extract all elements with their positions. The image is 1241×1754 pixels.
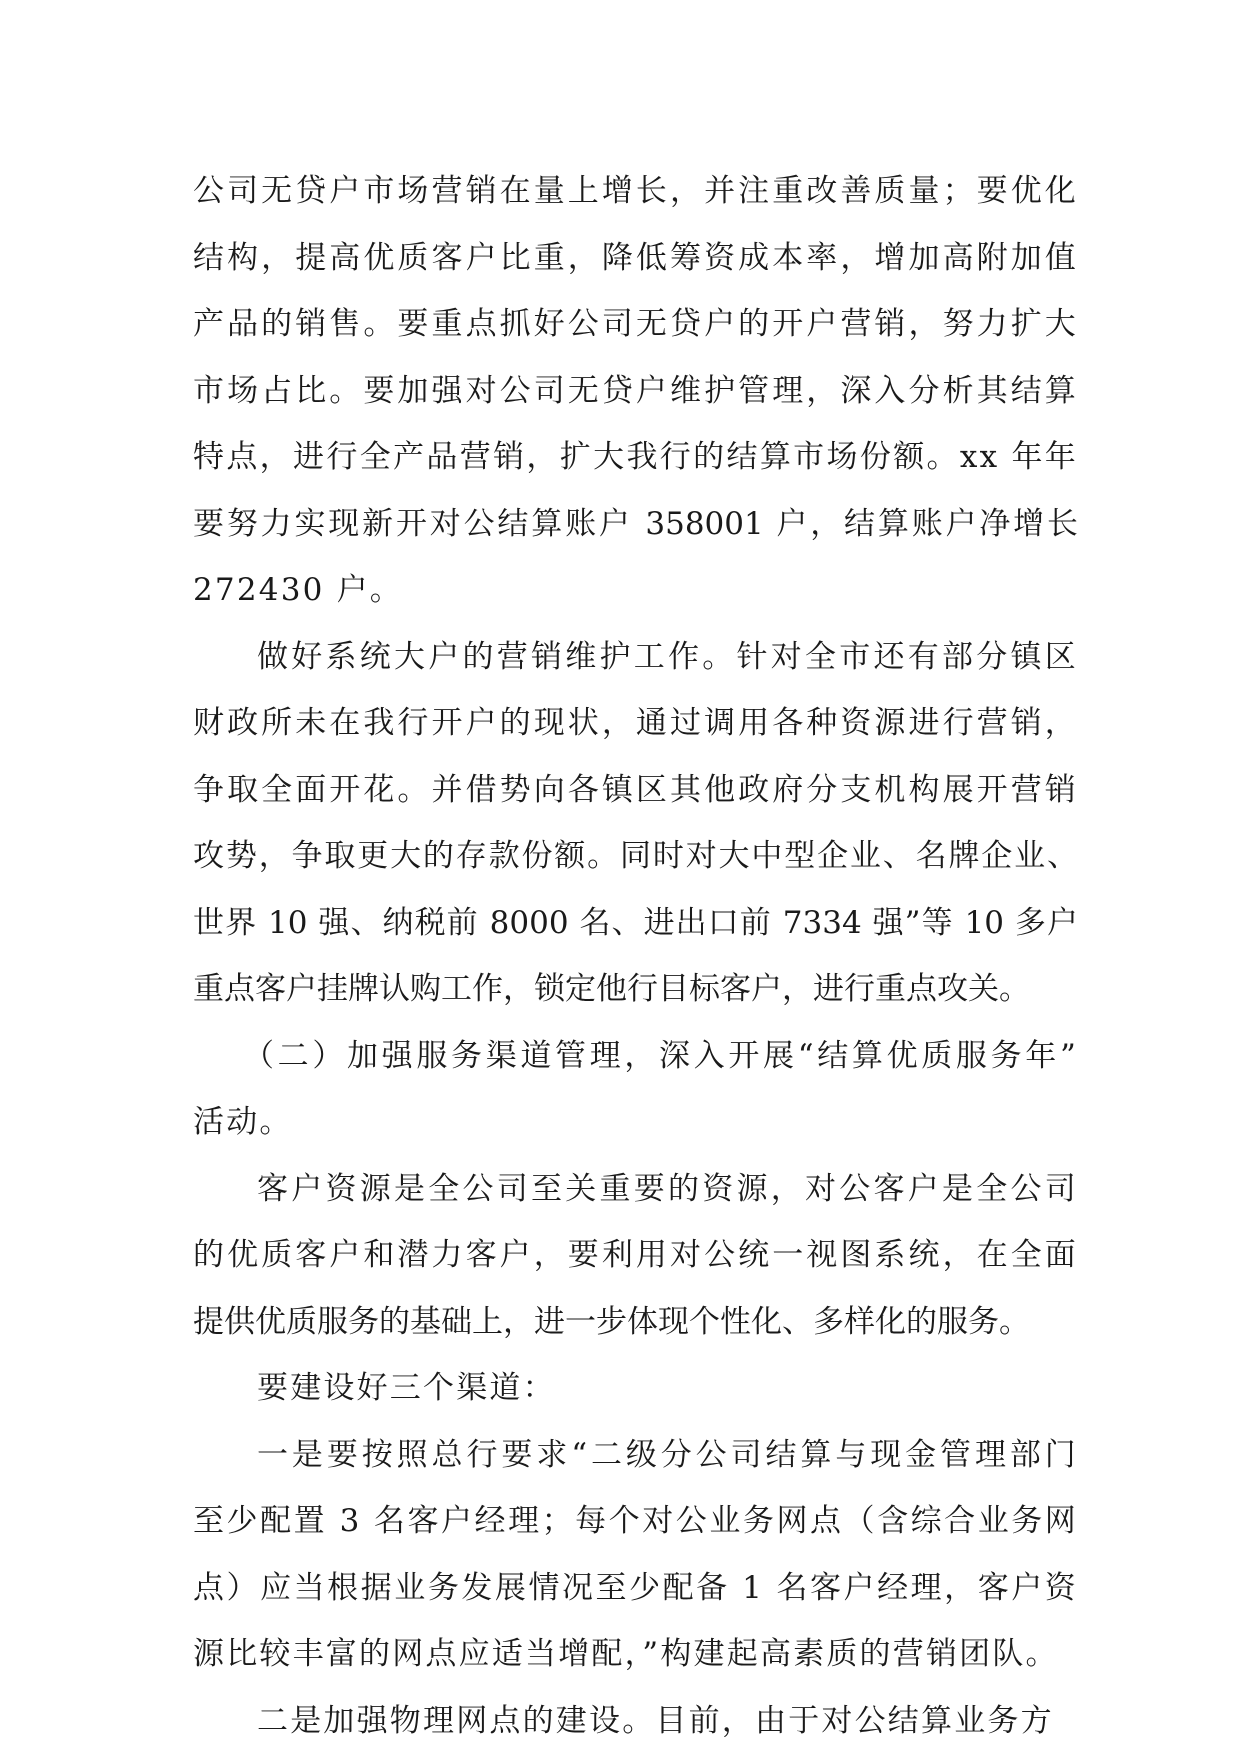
paragraph-p6 [193,1422,1078,1688]
text-line: 272430 户。 [193,572,403,608]
text-line: 一是要按照总行要求“二级分公司结算与现金管理部门 [257,1436,1078,1473]
text-line: 要建设好三个渠道： [257,1370,556,1406]
text-line: 公司无贷户市场营销在量上增长，并注重改善质量；要优化 [193,173,1078,209]
paragraph-p5 [193,1355,1078,1422]
paragraph-p4 [193,1156,1078,1356]
text-line: 世界 10 强、纳税前 8000 名、进出口前 7334 强”等 10 多户 [193,904,1078,941]
text-line: 结构，提高优质客户比重，降低筹资成本率，增加高附加值 [193,239,1078,276]
text-line: （二）加强服务渠道管理，深入开展“结算优质服务年” [243,1037,1078,1074]
text-line: 争取全面开花。并借势向各镇区其他政府分支机构展开营销 [193,771,1078,808]
text-line: 重点客户挂牌认购工作，锁定他行目标客户，进行重点攻关。 [193,971,1030,1007]
text-line: 产品的销售。要重点抓好公司无贷户的开户营销，努力扩大 [193,306,1078,342]
text-line: 特点，进行全产品营销，扩大我行的结算市场份额。xx 年年 [193,439,1078,475]
text-line: 客户资源是全公司至关重要的资源，对公客户是全公司 [257,1170,1078,1207]
text-line: 财政所未在我行开户的现状，通过调用各种资源进行营销， [193,705,1078,741]
text-line: 的优质客户和潜力客户，要利用对公统一视图系统，在全面 [193,1237,1078,1273]
text-line: 攻势，争取更大的存款份额。同时对大中型企业、名牌企业、 [193,838,1078,874]
text-line: 要努力实现新开对公结算账户 358001 户，结算账户净增长 [193,505,1078,542]
paragraph-p1 [193,158,1078,624]
text-line: 点）应当根据业务发展情况至少配备 1 名客户经理，客户资 [193,1569,1078,1606]
paragraph-p2 [193,624,1078,1023]
text-line: 市场占比。要加强对公司无贷户维护管理，深入分析其结算 [193,372,1078,409]
paragraph-p3 [193,1023,1078,1156]
text-line: 至少配置 3 名客户经理；每个对公业务网点（含综合业务网 [193,1503,1078,1539]
text-line: 二是加强物理网点的建设。目前，由于对公结算业务方 [257,1702,1054,1739]
text-line: 活动。 [193,1104,293,1140]
text-line: 提供优质服务的基础上，进一步体现个性化、多样化的服务。 [193,1303,1030,1340]
text-line: 源比较丰富的网点应适当增配，”构建起高素质的营销团队。 [193,1636,1059,1672]
text-line: 做好系统大户的营销维护工作。针对全市还有部分镇区 [257,638,1078,675]
document-body [193,158,1078,1754]
paragraph-p7 [193,1688,1078,1754]
